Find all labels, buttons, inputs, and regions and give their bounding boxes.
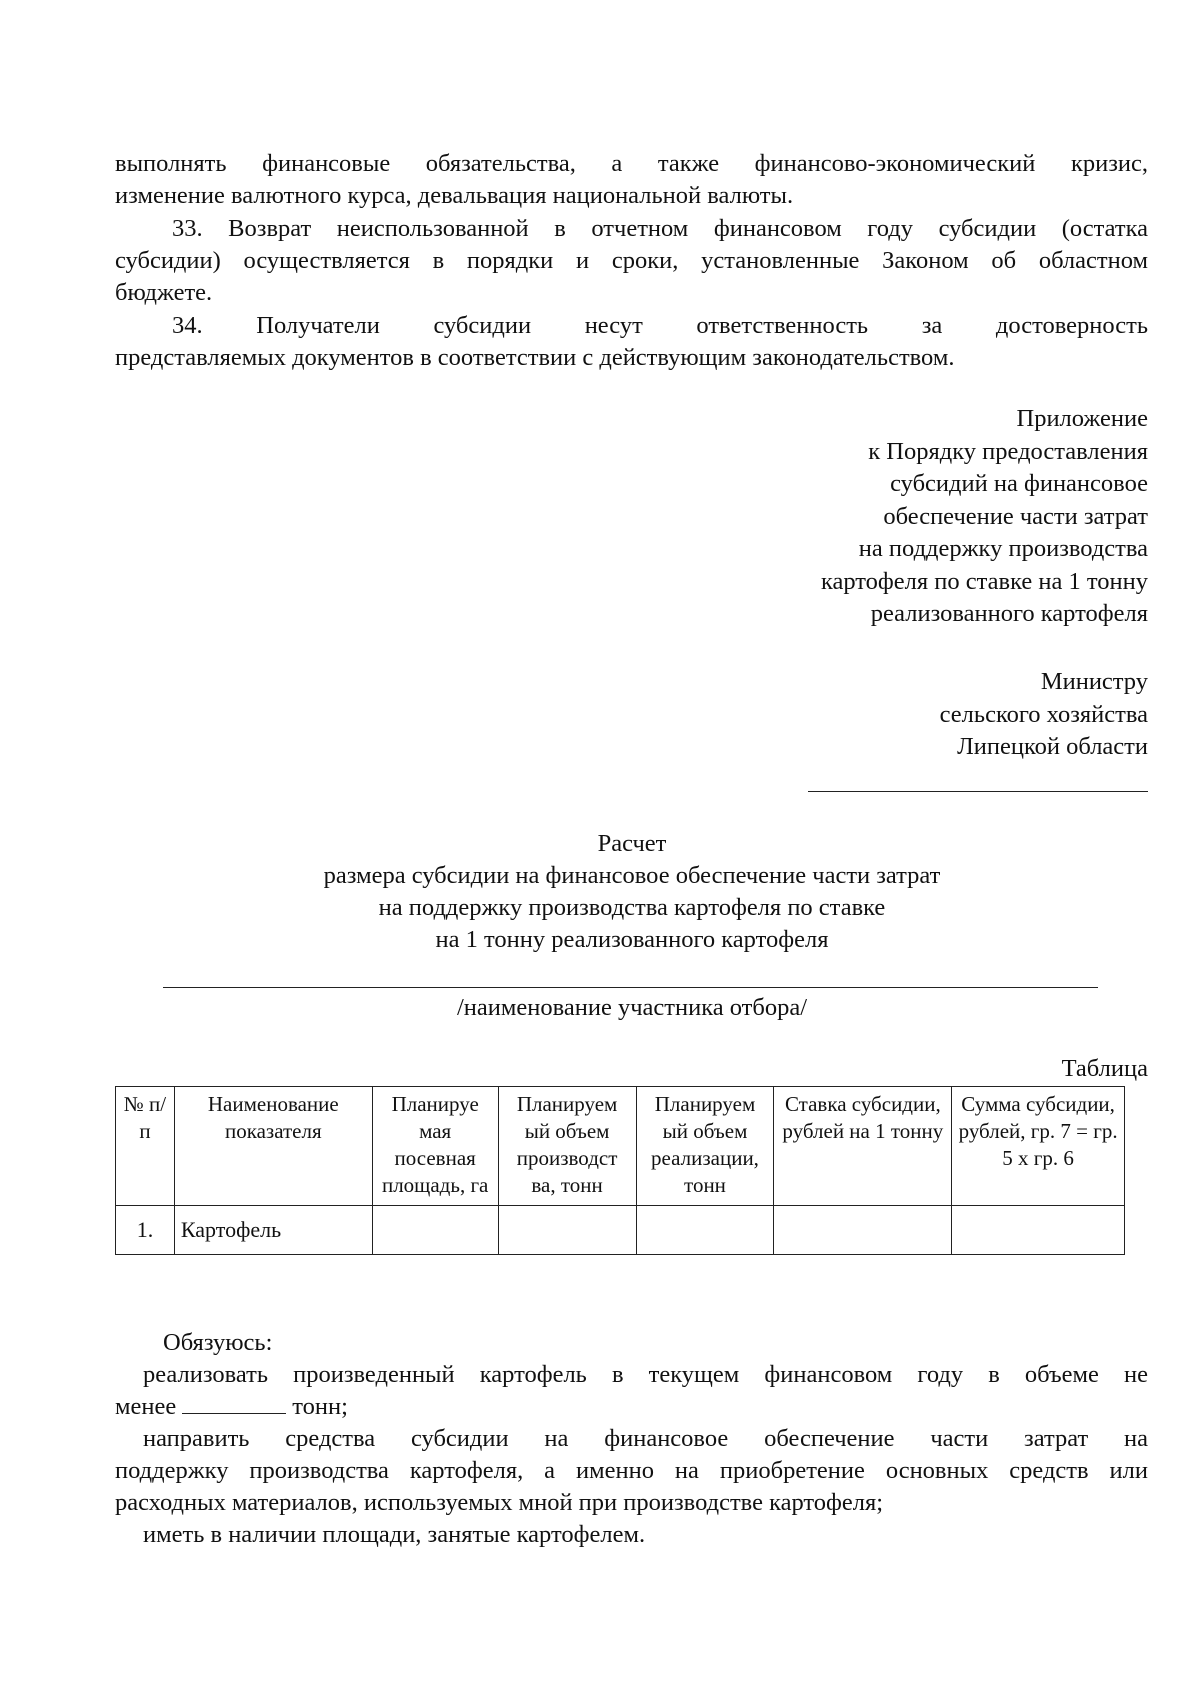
commitment-text: менее xyxy=(115,1393,177,1420)
paragraph-33-line: бюджете. xyxy=(115,279,213,306)
commitment-line: реализовать произведенный картофель в текущем финансовом году в объеме не xyxy=(143,1361,1148,1388)
table-label: Таблица xyxy=(1061,1055,1148,1082)
participant-name-line xyxy=(163,987,1098,988)
appendix-line: картофеля по ставке на 1 тонну xyxy=(820,567,1148,595)
appendix-line: реализованного картофеля xyxy=(870,600,1148,627)
appendix-line: субсидий на финансовое xyxy=(890,470,1148,497)
commitment-line: направить средства субсидии на финансовое обеспечение части затрат на xyxy=(143,1425,1148,1452)
sales-cell[interactable] xyxy=(636,1206,774,1255)
header-cell: Планируем ый объем реализации, тонн xyxy=(636,1087,774,1206)
header-cell: Планируе мая посевная площадь, га xyxy=(372,1087,498,1206)
signature-line xyxy=(808,791,1148,792)
document-title: Расчет xyxy=(597,830,667,857)
area-cell[interactable] xyxy=(372,1206,498,1255)
participant-caption: /наименование участника отбора/ xyxy=(456,994,808,1021)
table-row xyxy=(116,1206,1125,1255)
commitment-line: иметь в наличии площади, занятые картофелем. xyxy=(143,1521,646,1548)
sum-cell[interactable] xyxy=(952,1206,1125,1255)
header-cell: Планируем ый объем производст ва, тонн xyxy=(498,1087,636,1206)
paragraph-line: изменение валютного курса, девальвация национальной валюты. xyxy=(115,182,794,209)
appendix-block xyxy=(821,403,1148,631)
paragraph-34-line: 34. Получатели субсидии несут ответственность за достоверность xyxy=(172,312,1148,339)
calculation-table xyxy=(115,1086,1125,1255)
row-number-cell: 1. xyxy=(116,1206,175,1255)
commitment-line xyxy=(115,1391,348,1423)
header-cell: Ставка субсидии, рублей на 1 тонну xyxy=(774,1087,952,1206)
addressee-block xyxy=(940,666,1148,764)
appendix-line: обеспечение части затрат xyxy=(883,502,1148,530)
document-subtitle-line: размера субсидии на финансовое обеспечение части затрат xyxy=(323,862,941,889)
commitments-heading: Обязуюсь: xyxy=(163,1329,273,1356)
addressee-line: сельского хозяйства xyxy=(939,700,1148,728)
paragraph-line: выполнять финансовые обязательства, а также финансово-экономический кризис, xyxy=(115,150,1148,177)
document-subtitle-line: на 1 тонну реализованного картофеля xyxy=(435,926,829,953)
production-cell[interactable] xyxy=(498,1206,636,1255)
commitment-line: поддержку производства картофеля, а именно на приобретение основных средств или xyxy=(115,1457,1148,1484)
paragraph-33-line: 33. Возврат неиспользованной в отчетном финансовом году субсидии (остатка xyxy=(172,215,1148,242)
row-name-cell: Картофель xyxy=(174,1206,372,1255)
commitment-text: тонн; xyxy=(292,1393,348,1420)
addressee-line: Липецкой области xyxy=(957,733,1148,760)
table-header-row xyxy=(116,1087,1125,1206)
paragraph-33-line: субсидии) осуществляется в порядки и сроки, установленные Законом об областном xyxy=(115,247,1148,274)
appendix-line: Приложение xyxy=(1016,405,1148,432)
addressee-line: Министру xyxy=(1040,668,1148,695)
paragraph-34-line: представляемых документов в соответствии с действующим законодательством. xyxy=(115,344,955,371)
header-cell: Наименование показателя xyxy=(174,1087,372,1206)
header-cell: № п/п xyxy=(116,1087,175,1206)
rate-cell[interactable] xyxy=(774,1206,952,1255)
header-cell: Сумма субсидии, рублей, гр. 7 = гр. 5 х гр. 6 xyxy=(952,1087,1125,1206)
appendix-line: к Порядку предоставления xyxy=(868,437,1148,465)
tonnage-blank-field[interactable] xyxy=(182,1391,286,1414)
document-subtitle-line: на поддержку производства картофеля по ставке xyxy=(378,894,886,921)
commitment-line: расходных материалов, используемых мной при производстве картофеля; xyxy=(115,1489,884,1516)
appendix-line: на поддержку производства xyxy=(858,535,1148,562)
